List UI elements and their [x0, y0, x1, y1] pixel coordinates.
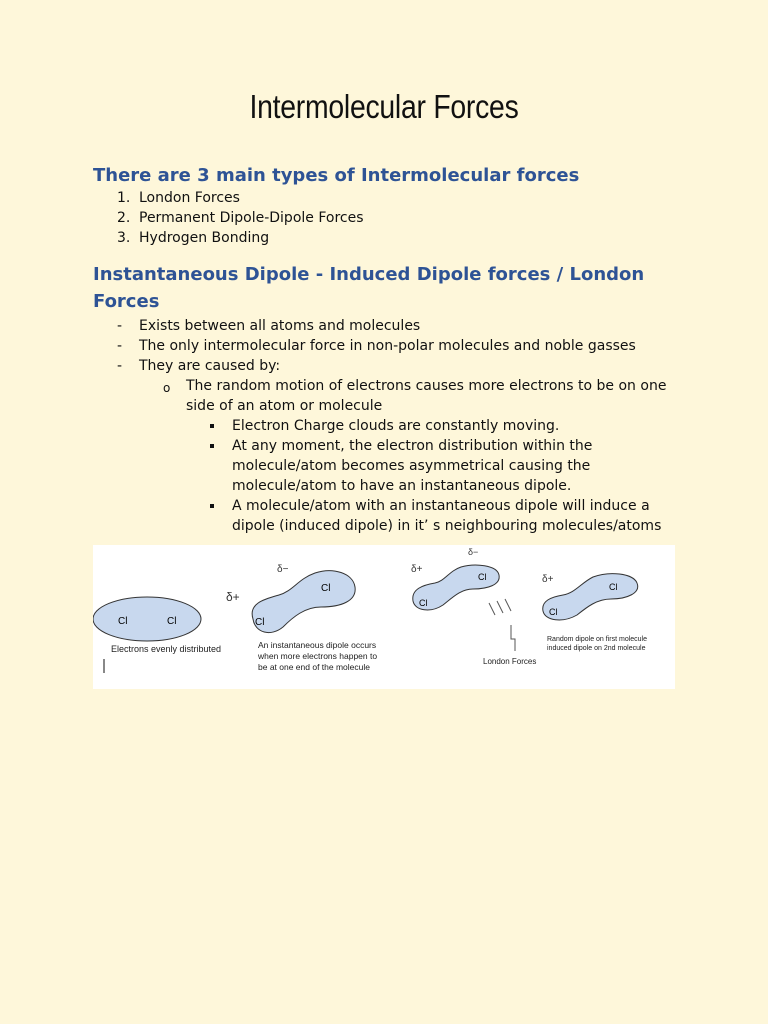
atom-label: Cl	[478, 572, 487, 582]
molecule-symmetric	[93, 597, 201, 641]
pointer-line	[511, 625, 515, 651]
caption-dipole: when more electrons happen to	[258, 651, 378, 661]
caption-dipole: be at one end of the molecule	[258, 662, 370, 672]
delta-plus-label: δ+	[542, 574, 554, 585]
atom-label: Cl	[167, 616, 177, 627]
sub-bullet-item-cont: side of an atom or molecule	[186, 398, 383, 414]
detail-item-cont: molecule/atom to have an instantaneous dipole.	[232, 478, 572, 494]
list-item: Hydrogen Bonding	[139, 230, 270, 246]
dash-marker: -	[117, 358, 123, 374]
list-number: 3.	[117, 230, 131, 246]
list-item: Permanent Dipole-Dipole Forces	[139, 210, 364, 226]
list-number: 1.	[117, 190, 131, 206]
force-line	[505, 599, 511, 611]
circle-marker: o	[163, 381, 171, 395]
bullet-item: The only intermolecular force in non-polar molecules and noble gasses	[139, 338, 636, 354]
bullet-item: They are caused by:	[139, 358, 281, 374]
list-number: 2.	[117, 210, 131, 226]
square-marker	[210, 504, 214, 508]
atom-label: Cl	[419, 598, 428, 608]
caption-dipole: An instantaneous dipole occurs	[258, 640, 377, 650]
atom-label: Cl	[255, 617, 265, 628]
molecule-dipole	[252, 571, 355, 633]
caption-london: London Forces	[483, 657, 537, 666]
dash-marker: -	[117, 338, 123, 354]
page-title: Intermolecular Forces	[249, 88, 519, 125]
square-marker	[210, 444, 214, 448]
dash-marker: -	[117, 318, 123, 334]
force-line	[489, 603, 495, 615]
list-item: London Forces	[139, 190, 240, 206]
bullet-item: Exists between all atoms and molecules	[139, 318, 421, 334]
square-marker	[210, 424, 214, 428]
delta-minus-label: δ−	[468, 547, 479, 557]
detail-item-cont: dipole (induced dipole) in it’ s neighbouring molecules/atoms	[232, 518, 662, 534]
caption-even: Electrons evenly distributed	[111, 644, 222, 654]
caption-induced: Random dipole on first molecule	[547, 636, 647, 643]
detail-item: At any moment, the electron distribution within the	[232, 438, 593, 454]
force-line	[497, 601, 503, 613]
detail-item: Electron Charge clouds are constantly moving.	[232, 418, 560, 434]
caption-induced: induced dipole on 2nd molecule	[547, 645, 646, 652]
section-heading-london: Instantaneous Dipole - Induced Dipole forces / London	[93, 264, 645, 285]
atom-label: Cl	[609, 582, 618, 592]
detail-item: A molecule/atom with an instantaneous dipole will induce a	[232, 498, 650, 514]
detail-item-cont: molecule/atom becomes asymmetrical causing the	[232, 458, 591, 474]
section-heading-london-cont: Forces	[93, 291, 160, 312]
london-forces-diagram	[93, 545, 675, 689]
atom-label: Cl	[321, 583, 331, 594]
delta-minus-label: δ−	[277, 564, 289, 575]
atom-label: Cl	[549, 607, 558, 617]
sub-bullet-item: The random motion of electrons causes more electrons to be on one	[186, 378, 667, 394]
delta-plus-label: δ+	[411, 564, 423, 575]
section-heading-types: There are 3 main types of Intermolecular forces	[93, 165, 580, 186]
atom-label: Cl	[118, 616, 128, 627]
delta-plus-label: δ+	[226, 590, 240, 604]
